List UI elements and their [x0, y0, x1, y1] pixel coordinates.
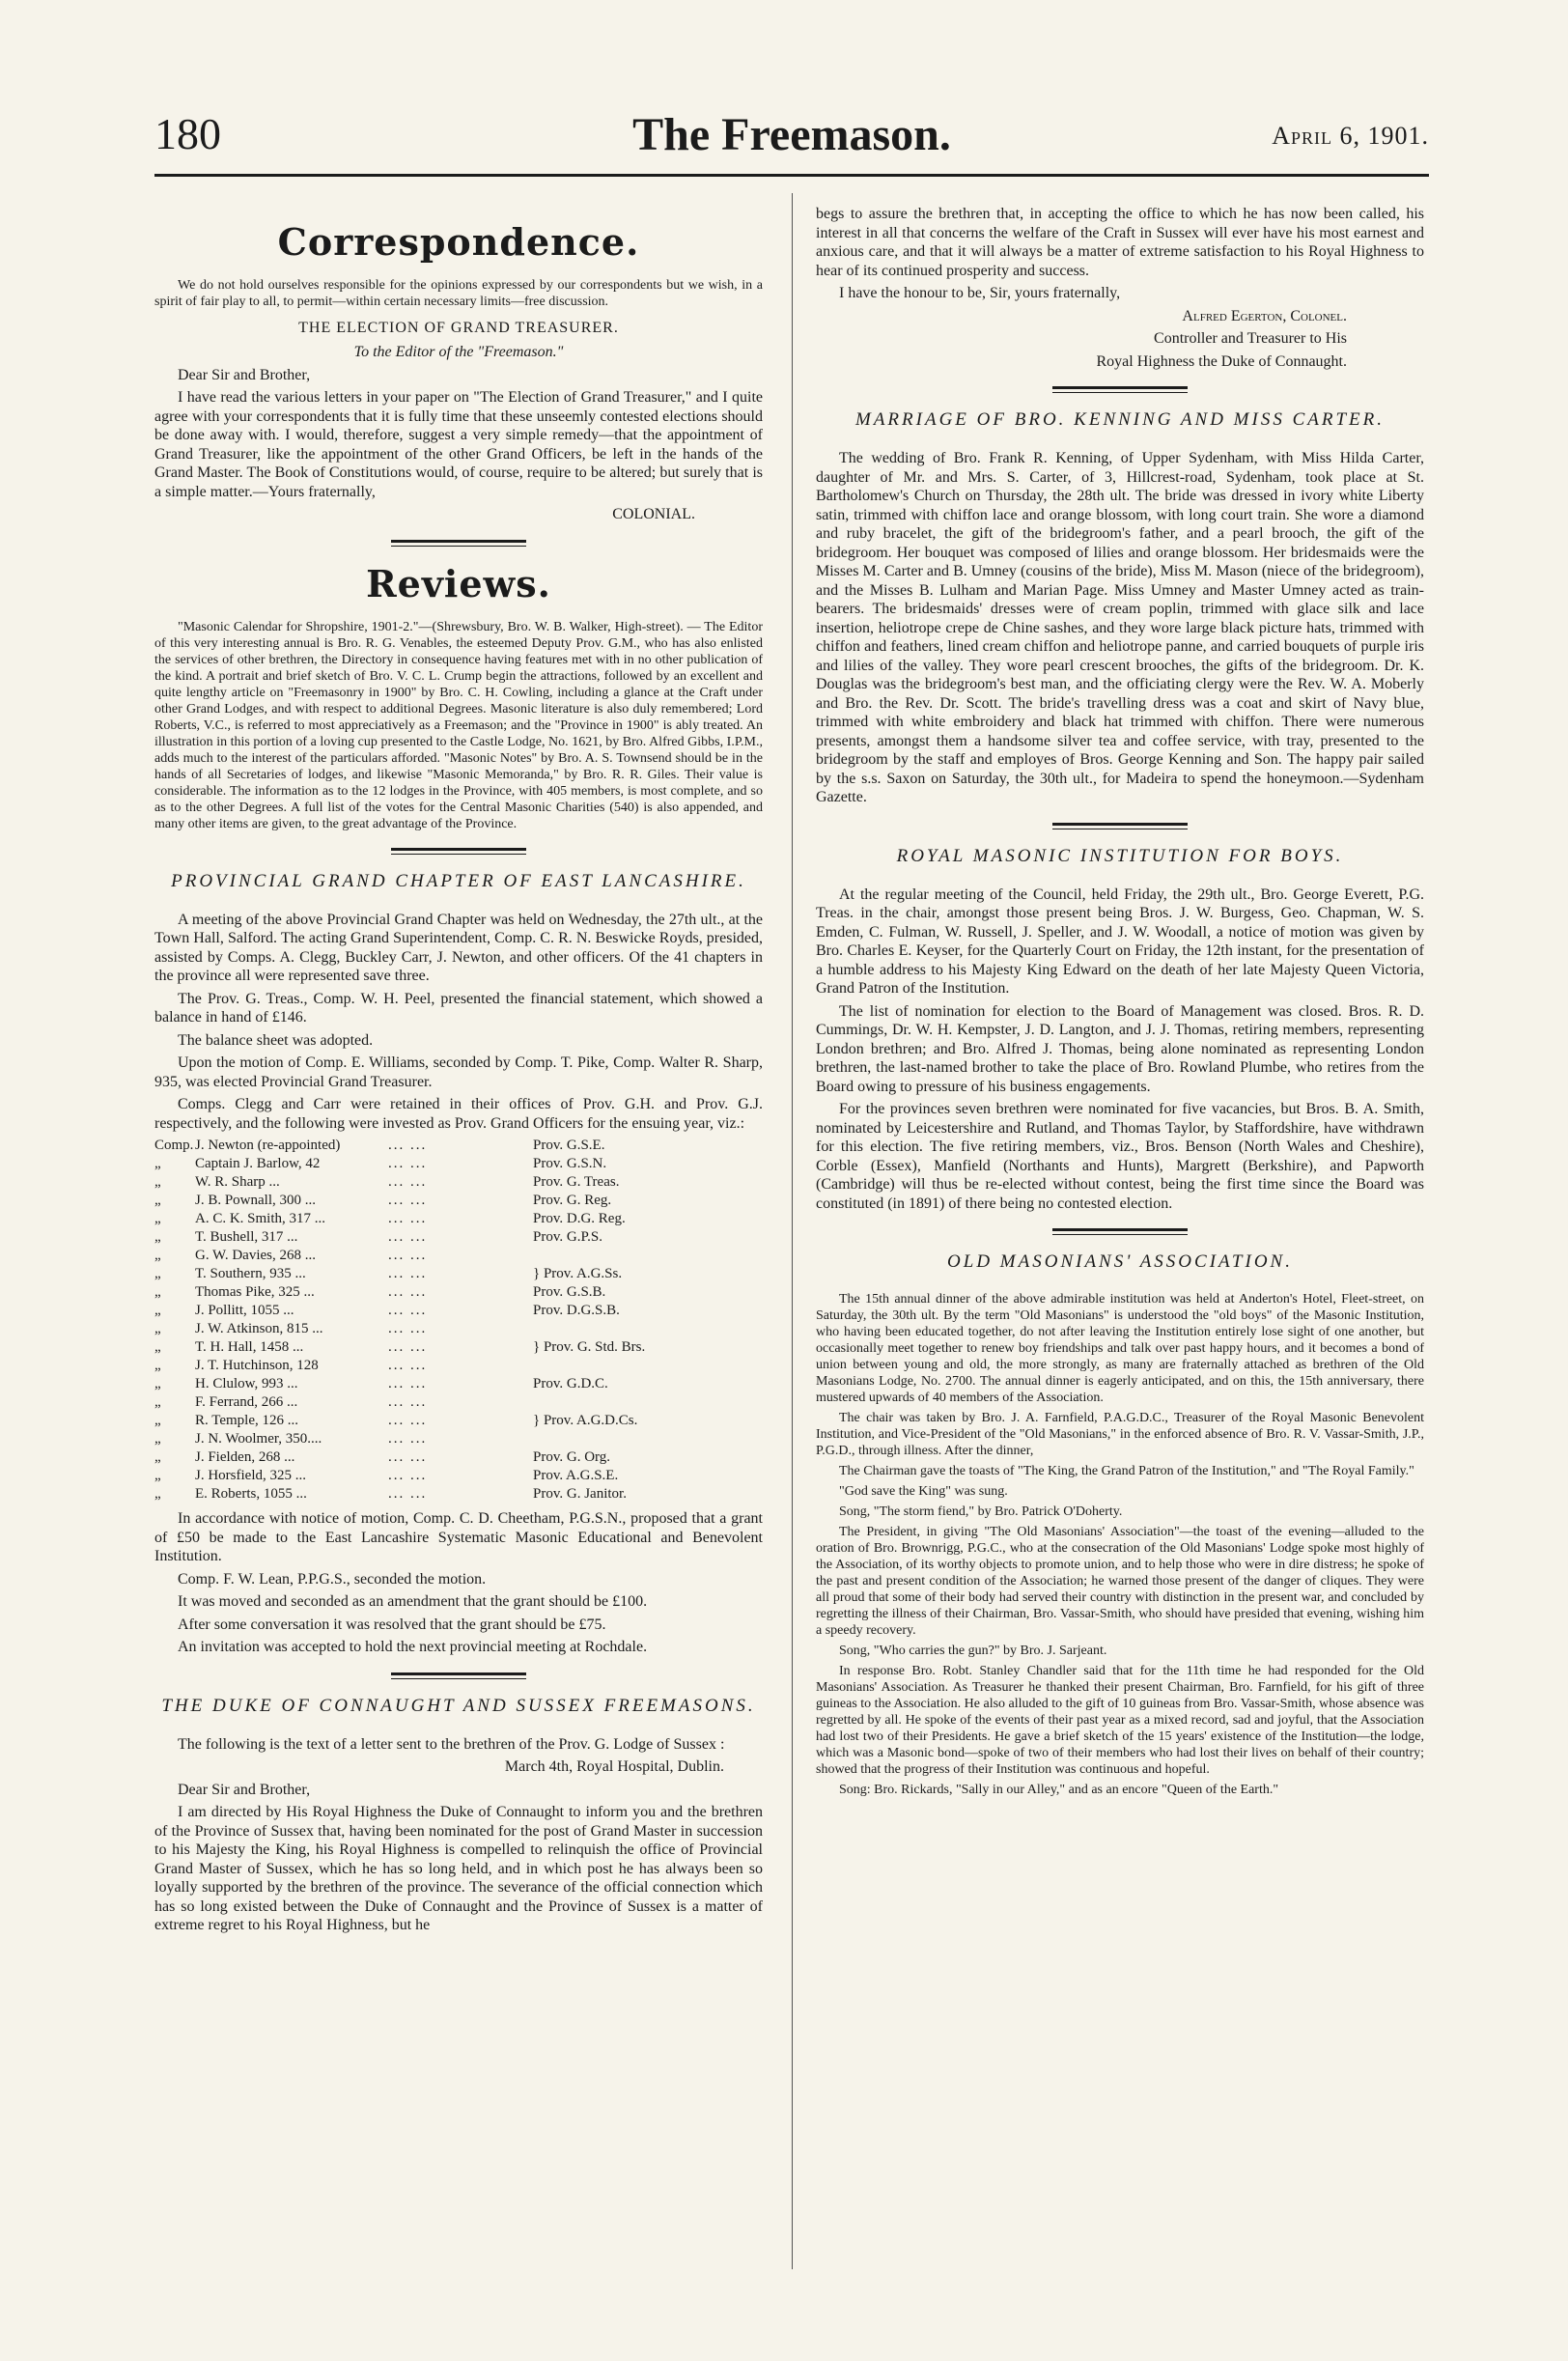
reviews-heading: Reviews. [366, 561, 551, 605]
officer-row: „ G. W. Davies, 268 ... ... ... [154, 1248, 428, 1263]
issue-date: April 6, 1901. [1272, 122, 1429, 150]
officer-row: „ E. Roberts, 1055 ... ... ... Prov. G. Janitor. [154, 1486, 627, 1502]
masthead [154, 108, 1429, 166]
officer-row: „ J. Fielden, 268 ... ... ... Prov. G. Org. [154, 1449, 611, 1465]
duke-closing: I have the honour to be, Sir, yours fraternally, [839, 285, 1121, 301]
royal-paragraph: For the provinces seven brethren were nominated for five vacancies, but Bros. B. A. Smith, nominated by Leicestershire and Rutland, and Thomas Taylor, by Staffordshire, have withdrawn for this election. The five retiring members, viz., Bros. Benson (North Wales and Cheshire), Corble (Essex), Manfield (Northants and Hunts), Margrett (Berkshire), and Papworth (Cambridge) will thus be re-elected without contest, being the first time since the Board was constituted (in 1891) of there being no contested election. [816, 1101, 1424, 1212]
provincial-heading: PROVINCIAL GRAND CHAPTER OF EAST LANCASHIRE. [171, 870, 746, 891]
duke-dateline: March 4th, Royal Hospital, Dublin. [504, 1758, 724, 1775]
officer-row: „ A. C. K. Smith, 317 ... ... ... Prov. D.G. Reg. [154, 1211, 626, 1226]
letter-salutation: Dear Sir and Brother, [178, 366, 311, 383]
provincial-paragraph: The balance sheet was adopted. [178, 1031, 374, 1049]
page-number: 180 [154, 109, 221, 158]
section-rule [391, 540, 526, 547]
old-masonians-paragraph: Song, "Who carries the gun?" by Bro. J. Sarjeant. [839, 1644, 1107, 1658]
duke-signature: Alfred Egerton, Colonel. [1182, 307, 1347, 324]
royal-paragraph: The list of nomination for election to the Board of Management was closed. Bros. R. D. Cummings, Dr. W. H. Kempster, J. D. Langton, and J. J. Thomas, retiring members, representing London brethren; and Bro. Alfred J. Thomas, being alone nominated as representing London brethren, the last-named brother to take the place of Bro. Rowland Plumbe, who retires from the Board owing to pressure of his business engagements. [816, 1002, 1424, 1095]
correspondence-heading: Correspondence. [277, 220, 640, 264]
letter-title: THE ELECTION OF GRAND TREASURER. [298, 320, 619, 336]
officer-row: „ J. B. Pownall, 300 ... ... ... Prov. G. Reg. [154, 1193, 612, 1208]
provincial-paragraph: It was moved and seconded as an amendment that the grant should be £100. [178, 1593, 648, 1610]
marriage-heading: MARRIAGE OF BRO. KENNING AND MISS CARTER. [855, 409, 1385, 430]
column-divider [792, 193, 793, 2269]
left-column [154, 205, 763, 1939]
section-rule [391, 848, 526, 855]
provincial-paragraph: A meeting of the above Provincial Grand Chapter was held on Wednesday, the 27th ult., at the Town Hall, Salford. The acting Grand Superintendent, Comp. C. R. N. Beswicke Royds, presided, assisted by Comps. A. Clegg, Buckley Carr, J. Newton, and other officers. Of the 41 chapters in the province all were represented save three. [154, 911, 763, 984]
old-masonians-paragraph: The 15th annual dinner of the above admirable institution was held at Anderton's Hotel, Fleet-street, on Saturday, the 30th ult. By the term "Old Masonians" is understood the "old boys" of the Masonic Institution, who having been educated together, do not after leaving the Institution entirely lose sight of one another, but occasionally meet together to renew boy friendships and talk over past happy hours, and it becomes a bond of union between young and old, the more strongly, as many are fraternally attached as brethren of the Old Masonians Lodge, No. 2700. The annual dinner is eagerly anticipated, and on this, the 15th anniversary, there mustered upwards of 40 members of the Association. [816, 1292, 1424, 1405]
duke-body-continued: begs to assure the brethren that, in accepting the office to which he has now been called, his interest in all that concerns the welfare of the Craft in Sussex will ever have his most earnest and anxious care, and that it will always be a matter of extreme satisfaction to his Royal Highness to hear of its continued prosperity and success. [816, 206, 1424, 279]
old-masonians-heading: OLD MASONIANS' ASSOCIATION. [947, 1251, 1293, 1272]
officer-row: „ T. Bushell, 317 ... ... ... Prov. G.P.S. [154, 1229, 602, 1245]
officer-row: „ Captain J. Barlow, 42 ... ... Prov. G.S.N. [154, 1156, 607, 1171]
duke-heading: THE DUKE OF CONNAUGHT AND SUSSEX FREEMASONS. [161, 1695, 756, 1716]
officer-row: „ J. T. Hutchinson, 128 ... ... [154, 1358, 428, 1373]
masthead-rule [154, 174, 1429, 177]
provincial-paragraph: Upon the motion of Comp. E. Williams, seconded by Comp. T. Pike, Comp. Walter R. Sharp, 935, was elected Provincial Grand Treasurer. [154, 1054, 763, 1090]
officer-row: „ T. Southern, 935 ... ... ... } Prov. A.G.Ss. [154, 1266, 623, 1281]
officer-row: „ R. Temple, 126 ... ... ... } Prov. A.G.D.Cs. [154, 1413, 638, 1428]
officer-row: „ W. R. Sharp ... ... ... Prov. G. Treas. [154, 1174, 620, 1190]
duke-body: I am directed by His Royal Highness the Duke of Connaught to inform you and the brethren of the Province of Sussex that, having been nominated for the post of Grand Master in succession to his Majesty the King, his Royal Highness is compelled to relinquish the office of Provincial Grand Master of Sussex, which he has so long held, and in which post he has always been so loyally supported by the brethren of the province. The severance of the official connection which has so long existed between the Duke of Connaught and the Province of Sussex is a matter of extreme regret to his Royal Highness, but he [154, 1804, 763, 1933]
marriage-body: The wedding of Bro. Frank R. Kenning, of Upper Sydenham, with Miss Hilda Carter, daughter of Mr. and Mrs. S. Carter, of 3, Hillcrest-road, Sydenham, took place at St. Bartholomew's Church on Thursday, the 28th ult. The bride was dressed in ivory white Liberty satin, trimmed with chiffon lace and orange blossom, with long court train. She wore a diamond and ruby bracelet, the gift of the bridegroom's father, and a pearl brooch, the gift of the bridegroom. Her bouquet was composed of lilies and orange blossom. Her bridesmaids were the Misses M. Carter and B. Umney (cousins of the bride), Miss M. Mason (niece of the bridegroom), and the Misses B. Lulham and Marian Page. Miss Umney and Master Umney acted as train-bearers. The bridesmaids' dresses were of cream poplin, trimmed with glace silk and lace insertion, heliotrope crepe de Chine sashes, and they wore large black picture hats, trimmed with chiffon and feathers, lined cream chiffon and heliotrope panne, and carried bouquets of purple iris and lilies of the valley. They wore pearl crescent brooches, the gifts of the bridegroom. Dr. K. Douglas was the bridegroom's best man, and the officiating clergy were the Rev. W. A. Moberly and Bro. the Rev. Dr. Scott. The bride's travelling dress was a coat and skirt of Navy blue, trimmed with white embroidery and black hat trimmed with chiffon. There were numerous presents, amongst them a handsome silver tea and coffee service, with tray, presented to the bridegroom by the staff and employes of Bros. George Kenning and Son. The happy pair sailed by the s.s. Saxon on Saturday, the 30th ult., for Madeira to spend the honeymoon.—Sydenham Gazette. [816, 450, 1424, 805]
royal-heading: ROYAL MASONIC INSTITUTION FOR BOYS. [896, 845, 1344, 866]
provincial-paragraph: The Prov. G. Treas., Comp. W. H. Peel, presented the financial statement, which showed a balance in hand of £146. [154, 990, 763, 1026]
old-masonians-paragraph: In response Bro. Robt. Stanley Chandler said that for the 11th time he had responded for the Old Masonians' Association. As Treasurer he thanked their present Chairman, Bro. Farnfield, for his gift of three guineas to the Association. He also alluded to the gift of 10 guineas from Bro. Vassar-Smith, whose absence was regretted by all. He spoke of the events of their past year as a mixed record, sad and joyful, that the Association had lost two of their Presidents. He gave a brief sketch of the 15 years' existence of the Institution—the lodge, which was a Masonic bond—spoke of two of their members who had lost their lives on behalf of their country; showed that the progress of their Institution was continuous and hopeful. [816, 1664, 1424, 1777]
duke-salutation: Dear Sir and Brother, [178, 1781, 311, 1798]
letter-body: I have read the various letters in your paper on "The Election of Grand Treasurer," and I quite agree with your correspondents that it is fully time that these unseemly contested elections should be done away with. I would, therefore, suggest a very simple remedy—that the appointment of Grand Treasurer, like the appointment of the other Grand Officers, be left in the hands of the Grand Master. The Book of Constitutions would, of course, require to be altered; but surely that is a simple matter.—Yours fraternally, [154, 389, 763, 500]
section-rule [1052, 823, 1188, 829]
section-rule [1052, 1228, 1188, 1235]
officer-row: „ T. H. Hall, 1458 ... ... ... } Prov. G. Std. Brs. [154, 1339, 646, 1355]
provincial-paragraph: In accordance with notice of motion, Comp. C. D. Cheetham, P.G.S.N., proposed that a grant of £50 be made to the East Lancashire Systematic Masonic Educational and Benevolent Institution. [154, 1510, 763, 1564]
old-masonians-paragraph: The President, in giving "The Old Masonians' Association"—the toast of the evening—alluded to the oration of Bro. Brownrigg, P.G.C., who at the consecration of the Old Masonians' Lodge spoke most highly of the Association, of its worthy objects to promote union, and to help those who were in dire distress; he spoke of the past and present condition of the Association; he warned those present of the danger of cliques. They were all proud that some of their body had served their country with distinction in the present war, and concluded by regretting the illness of their Chairman, Bro. Vassar-Smith, who should have presided that evening, wishing him a speedy recovery. [816, 1525, 1424, 1638]
old-masonians-paragraph: Song, "The storm fiend," by Bro. Patrick O'Doherty. [839, 1504, 1123, 1519]
duke-intro: The following is the text of a letter sent to the brethren of the Prov. G. Lodge of Sussex : [178, 1735, 725, 1753]
officer-row: „ F. Ferrand, 266 ... ... ... [154, 1394, 428, 1410]
provincial-paragraph: Comps. Clegg and Carr were retained in their offices of Prov. G.H. and Prov. G.J. respectively, and the following were invested as Prov. Grand Officers for the ensuing year, viz.: [154, 1096, 763, 1132]
correspondence-disclaimer: We do not hold ourselves responsible for the opinions expressed by our correspondents but we wish, in a spirit of fair play to all, to permit—within certain necessary limits—free discussion. [154, 278, 763, 309]
officer-row: „ J. W. Atkinson, 815 ... ... ... [154, 1321, 428, 1336]
old-masonians-paragraph: The Chairman gave the toasts of "The King, the Grand Patron of the Institution," and "The Royal Family." [839, 1464, 1414, 1478]
officer-row: Comp. J. Newton (re-appointed) ... ... Prov. G.S.E. [154, 1138, 605, 1153]
old-masonians-paragraph: Song: Bro. Rickards, "Sally in our Alley," and as an encore "Queen of the Earth." [839, 1783, 1279, 1797]
officer-row: „ J. Pollitt, 1055 ... ... ... Prov. D.G.S.B. [154, 1303, 620, 1318]
provincial-paragraph: Comp. F. W. Lean, P.P.G.S., seconded the motion. [178, 1570, 487, 1588]
royal-paragraph: At the regular meeting of the Council, held Friday, the 29th ult., Bro. George Everett, P.G. Treas. in the chair, amongst those present being Bros. J. W. Burgess, Geo. Chapman, W. S. Emden, C. Fulman, W. Russell, J. Speller, and J. W. Woodall, a notice of motion was given by Bro. Charles E. Keyser, for the Quarterly Court on Friday, the 12th instant, for the presentation of a humble address to his Majesty King Edward on the death of her late Majesty Queen Victoria, Grand Patron of the Institution. [816, 885, 1424, 997]
officer-row: „ J. N. Woolmer, 350.... ... ... [154, 1431, 428, 1447]
newspaper-title: The Freemason. [632, 109, 951, 160]
old-masonians-paragraph: The chair was taken by Bro. J. A. Farnfield, P.A.G.D.C., Treasurer of the Royal Masonic Benevolent Institution, and Vice-President of the "Old Masonians," in the enforced absence of Bro. R. V. Vassar-Smith, J.P., P.G.D., through illness. After the dinner, [816, 1411, 1424, 1458]
duke-signature-title: Royal Highness the Duke of Connaught. [1096, 352, 1347, 370]
section-rule [391, 1672, 526, 1679]
reviews-body: "Masonic Calendar for Shropshire, 1901-2."—(Shrewsbury, Bro. W. B. Walker, High-street). — The Editor of this very interesting annual is Bro. R. G. Venables, the esteemed Deputy Prov. G.M., who has also enlisted the services of other brethren, the Directory in consequence having features met with in no other publication of the kind. A portrait and brief sketch of Bro. V. C. L. Crump begin the attractions, followed by an excellent and quite lengthy article on "Freemasonry in 1900" by Bro. C. H. Cowling, including a glance at the Craft under other Grand Lodges, and with respect to additional Degrees. Masonic literature is also duly remembered; Lord Roberts, V.C., is referred to most appreciatively as a Freemason; and the "Province in 1900" is ably treated. An illustration in this portion of a loving cup presented to the Castle Lodge, No. 1621, by Bro. Alfred Gibbs, I.P.M., adds much to the interest of the particulars afforded. "Masonic Notes" by Bro. A. S. Townsend should be in the hands of all Secretaries of lodges, and likewise "Masonic Memoranda," by Bro. R. R. Giles. Their value is considerable. The information as to the 12 lodges in the Province, with 405 members, is most complete, and so as to the other Degrees. A full list of the votes for the Central Masonic Charities (540) is also appended, and many other items are given, to the great advantage of the Province. [154, 619, 763, 831]
duke-signature-title: Controller and Treasurer to His [1154, 330, 1347, 347]
letter-signature: COLONIAL. [612, 506, 695, 522]
provincial-paragraph: After some conversation it was resolved that the grant should be £75. [178, 1616, 606, 1633]
old-masonians-paragraph: "God save the King" was sung. [839, 1484, 1008, 1499]
right-column [816, 205, 1424, 1802]
officers-list [154, 1137, 763, 1504]
officer-row: „ H. Clulow, 993 ... ... ... Prov. G.D.C. [154, 1376, 608, 1391]
provincial-paragraph: An invitation was accepted to hold the next provincial meeting at Rochdale. [178, 1639, 648, 1655]
officer-row: „ J. Horsfield, 325 ... ... ... Prov. A.G.S.E. [154, 1468, 619, 1483]
officer-row: „ Thomas Pike, 325 ... ... ... Prov. G.S.B. [154, 1284, 606, 1300]
section-rule [1052, 386, 1188, 393]
letter-addressee: To the Editor of the "Freemason." [353, 344, 564, 360]
